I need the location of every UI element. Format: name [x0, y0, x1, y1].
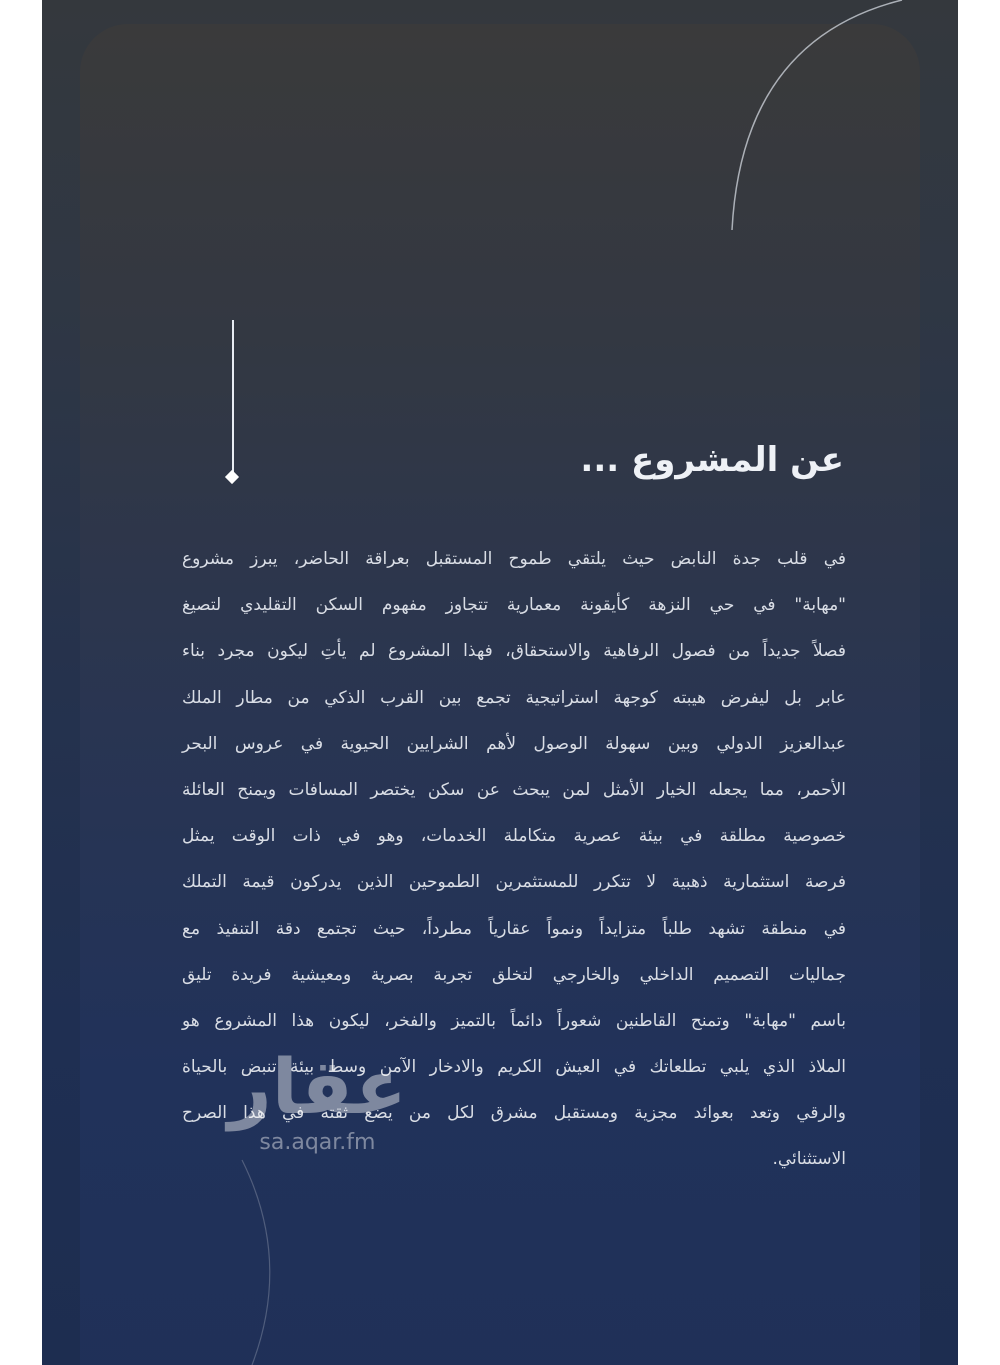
paragraph-line: فرصة استثمارية ذهبية لا تتكرر للمستثمرين الطموحين الذين يدركون قيمة التملك — [182, 872, 846, 893]
paragraph-line: جماليات التصميم الداخلي والخارجي لتخلق تجربة بصرية ومعيشية فريدة تليق — [182, 964, 846, 985]
paragraph-line: عابر بل ليفرض هيبته كوجهة استراتيجية تجمع بين القرب الذكي من مطار الملك — [182, 687, 846, 708]
section-title: عن المشروع ... — [580, 440, 844, 480]
paragraph-line: عبدالعزيز الدولي وبين سهولة الوصول لأهم الشرايين الحيوية في عروس البحر — [182, 733, 846, 754]
paragraph-line: والرقي وتعد بعوائد مجزية ومستقبل مشرق لكل من يضع ثقته في هذا الصرح — [182, 1103, 846, 1124]
paragraph-line: خصوصية مطلقة في بيئة عصرية متكاملة الخدمات، وهو في ذات الوقت يمثل — [182, 826, 846, 847]
paragraph-line: الملاذ الذي يلبي تطلعاتك في العيش الكريم والادخار الآمن وسط بيئة تنبض بالحياة — [182, 1057, 846, 1078]
decorative-vertical-line — [232, 320, 234, 472]
paragraph-line: فصلاً جديداً من فصول الرفاهية والاستحقاق، فهذا المشروع لم يأتِ ليكون مجرد بناء — [182, 641, 846, 662]
paragraph-line: الأحمر، مما يجعله الخيار الأمثل لمن يبحث عن سكن يختصر المسافات ويمنح العائلة — [182, 779, 846, 800]
paragraph-line: "مهابة" في حي النزهة كأيقونة معمارية تتجاوز مفهوم السكن التقليدي لتصيغ — [182, 595, 846, 616]
aqar-watermark — [228, 1044, 407, 1156]
aqar-url: sa.aqar.fm — [259, 1130, 376, 1155]
aqar-logo: عقار — [228, 1042, 407, 1131]
paragraph-line: باسم "مهابة" وتمنح القاطنين شعوراً دائماً بالتميز والفخر، ليكون هذا المشروع هو — [182, 1010, 846, 1031]
paragraph-line: في قلب جدة النابض حيث يلتقي طموح المستقبل بعراقة الحاضر، يبرز مشروع — [182, 549, 846, 569]
page-background — [42, 0, 958, 1365]
paragraph-line: الاستثنائي. — [772, 1149, 846, 1170]
paragraph-line: في منطقة تشهد طلباً متزايداً ونمواً عقارياً مطرداً، حيث تجتمع دقة التنفيذ مع — [182, 918, 846, 939]
